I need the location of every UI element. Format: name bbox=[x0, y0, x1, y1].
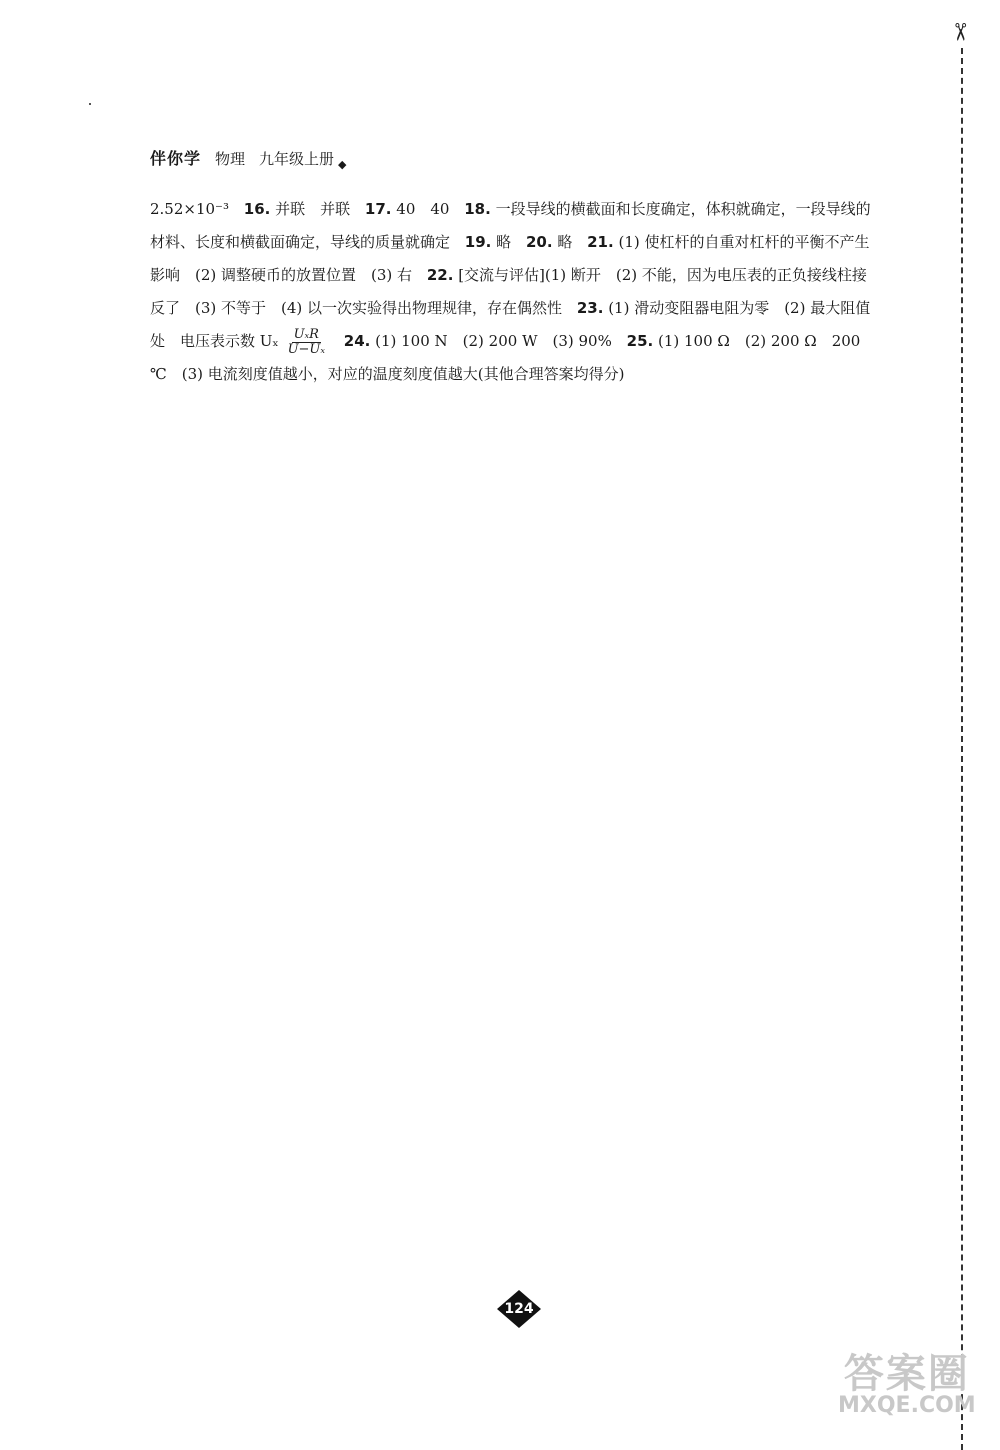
question-number-16: 16. bbox=[243, 200, 271, 218]
answer-23: (1) 滑动变阻器电阻为零 (2) 最大阻值处 电压表示数 Uₓ bbox=[150, 299, 871, 350]
question-number-19: 19. bbox=[464, 233, 492, 251]
answer-19: 略 bbox=[496, 233, 512, 251]
fraction-formula bbox=[288, 328, 325, 357]
answer-18: 一段导线的横截面和长度确定，体积就确定，一段导线的材料、长度和横截面确定，导线的质量就确定 bbox=[150, 200, 871, 251]
answer-17: 40 40 bbox=[396, 200, 450, 218]
question-number-18: 18. bbox=[464, 200, 491, 218]
fraction-denominator: U−Uₓ bbox=[287, 341, 325, 357]
answer-22: [交流与评估](1) 断开 (2) 不能，因为电压表的正负接线柱接反了 (3) 不等于 (4) 以一次实验得出物理规律，存在偶然性 bbox=[150, 266, 867, 317]
subject-label: 物理 bbox=[215, 150, 246, 168]
question-number-22: 22. bbox=[426, 266, 454, 284]
answer-16: 并联 并联 bbox=[275, 200, 351, 218]
question-number-24: 24. bbox=[343, 332, 371, 350]
question-number-20: 20. bbox=[525, 233, 553, 251]
question-number-17: 17. bbox=[364, 200, 392, 218]
grade-label: 九年级上册 bbox=[259, 150, 335, 168]
cut-line bbox=[961, 48, 963, 1450]
brand-title: 伴你学 bbox=[150, 149, 202, 168]
page-header bbox=[150, 146, 347, 169]
answer-block bbox=[150, 193, 880, 391]
fraction-numerator: UₓR bbox=[293, 326, 319, 342]
watermark-url: MXQE.COM bbox=[838, 1393, 976, 1418]
answer-21: (1) 使杠杆的自重对杠杆的平衡不产生影响 (2) 调整硬币的放置位置 (3) 右 bbox=[150, 233, 870, 284]
answer-20: 略 bbox=[557, 233, 573, 251]
watermark-logo bbox=[838, 1342, 976, 1418]
page-number: 124 bbox=[504, 1301, 534, 1317]
question-number-23: 23. bbox=[576, 299, 604, 317]
scissors-icon: ✂ bbox=[946, 21, 975, 43]
watermark-title: 答案圈 bbox=[843, 1351, 970, 1397]
question-number-25: 25. bbox=[626, 332, 654, 350]
answer-24: (1) 100 N (2) 200 W (3) 90% bbox=[375, 332, 612, 350]
page-number-badge bbox=[497, 1290, 541, 1328]
answer-15-tail: 2.52×10⁻³ bbox=[150, 200, 229, 218]
speck bbox=[89, 103, 91, 105]
diamond-icon: ◆ bbox=[338, 158, 347, 171]
question-number-21: 21. bbox=[587, 233, 614, 251]
answer-25: (1) 100 Ω (2) 200 Ω 200 ℃ (3) 电流刻度值越小，对应的温度刻度值越大(其他合理答案均得分) bbox=[150, 332, 861, 383]
